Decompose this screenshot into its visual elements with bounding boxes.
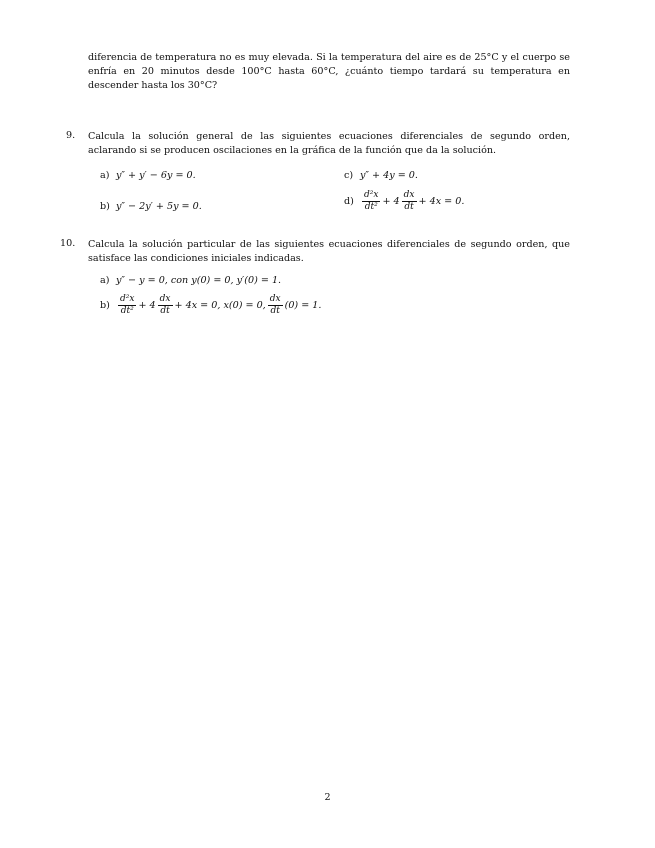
fraction-dx-dt: $\frac{dx}{dt}$: [403, 190, 415, 212]
subitem-label: d): [344, 196, 354, 207]
equation-part: + 4x = 0, x(0) = 0,: [174, 300, 266, 311]
equation-10a: y″ − y = 0, con y(0) = 0, y′(0) = 1.: [116, 275, 282, 286]
equation-part: (0) = 1.: [284, 300, 322, 311]
subitem-label: c): [344, 170, 354, 181]
equation-9b: y″ − 2y′ + 5y = 0.: [116, 201, 202, 212]
fraction-d2x-dt2: $\frac{\text{d²x}}{\text{dt²}}$: [120, 294, 135, 316]
problem-10-number: 10.: [60, 238, 76, 249]
problem-9-statement: Calcula la solución general de las siguientes ecuaciones diferenciales de segundo orden, aclarando si se producen oscilaciones en la gráfica de la función que da la solución.: [88, 131, 570, 156]
problem-9-number: 9.: [66, 130, 76, 141]
fraction-dx-dt: $\frac{dx}{dt}$: [269, 294, 281, 316]
fraction-dx-dt: $\frac{dx}{dt}$: [159, 294, 171, 316]
problem-9a: [100, 170, 196, 181]
subitem-label: a): [100, 275, 110, 286]
problem-8-continuation: diferencia de temperatura no es muy elevada. Si la temperatura del aire es de 25°C y el cuerpo se enfría en 20 minutos desde 100°C hasta 60°C, ¿cuánto tiempo tardará su temperatura en descender hasta los 30°C?: [88, 52, 570, 91]
fraction-d2x-dt2: $\frac{\text{d²x}}{\text{dt²}}$: [364, 190, 379, 212]
problem-10-statement: Calcula la solución particular de las siguientes ecuaciones diferenciales de segundo orden, que satisface las condiciones iniciales indicadas.: [88, 239, 570, 264]
problem-9b: [100, 201, 202, 212]
problem-9c: [344, 170, 418, 181]
equation-part: + 4: [138, 300, 156, 311]
subitem-label: b): [100, 201, 110, 212]
problem-10b: [100, 294, 321, 317]
problem-9d: [344, 190, 464, 213]
equation-9c: y″ + 4y = 0.: [360, 170, 418, 181]
equation-part: + 4: [382, 196, 400, 207]
problem-10a: [100, 275, 281, 286]
equation-part: + 4x = 0.: [418, 196, 465, 207]
equation-9a: y″ + y′ − 6y = 0.: [116, 170, 196, 181]
page-number: 2: [324, 792, 331, 803]
subitem-label: a): [100, 170, 110, 181]
subitem-label: b): [100, 300, 110, 311]
